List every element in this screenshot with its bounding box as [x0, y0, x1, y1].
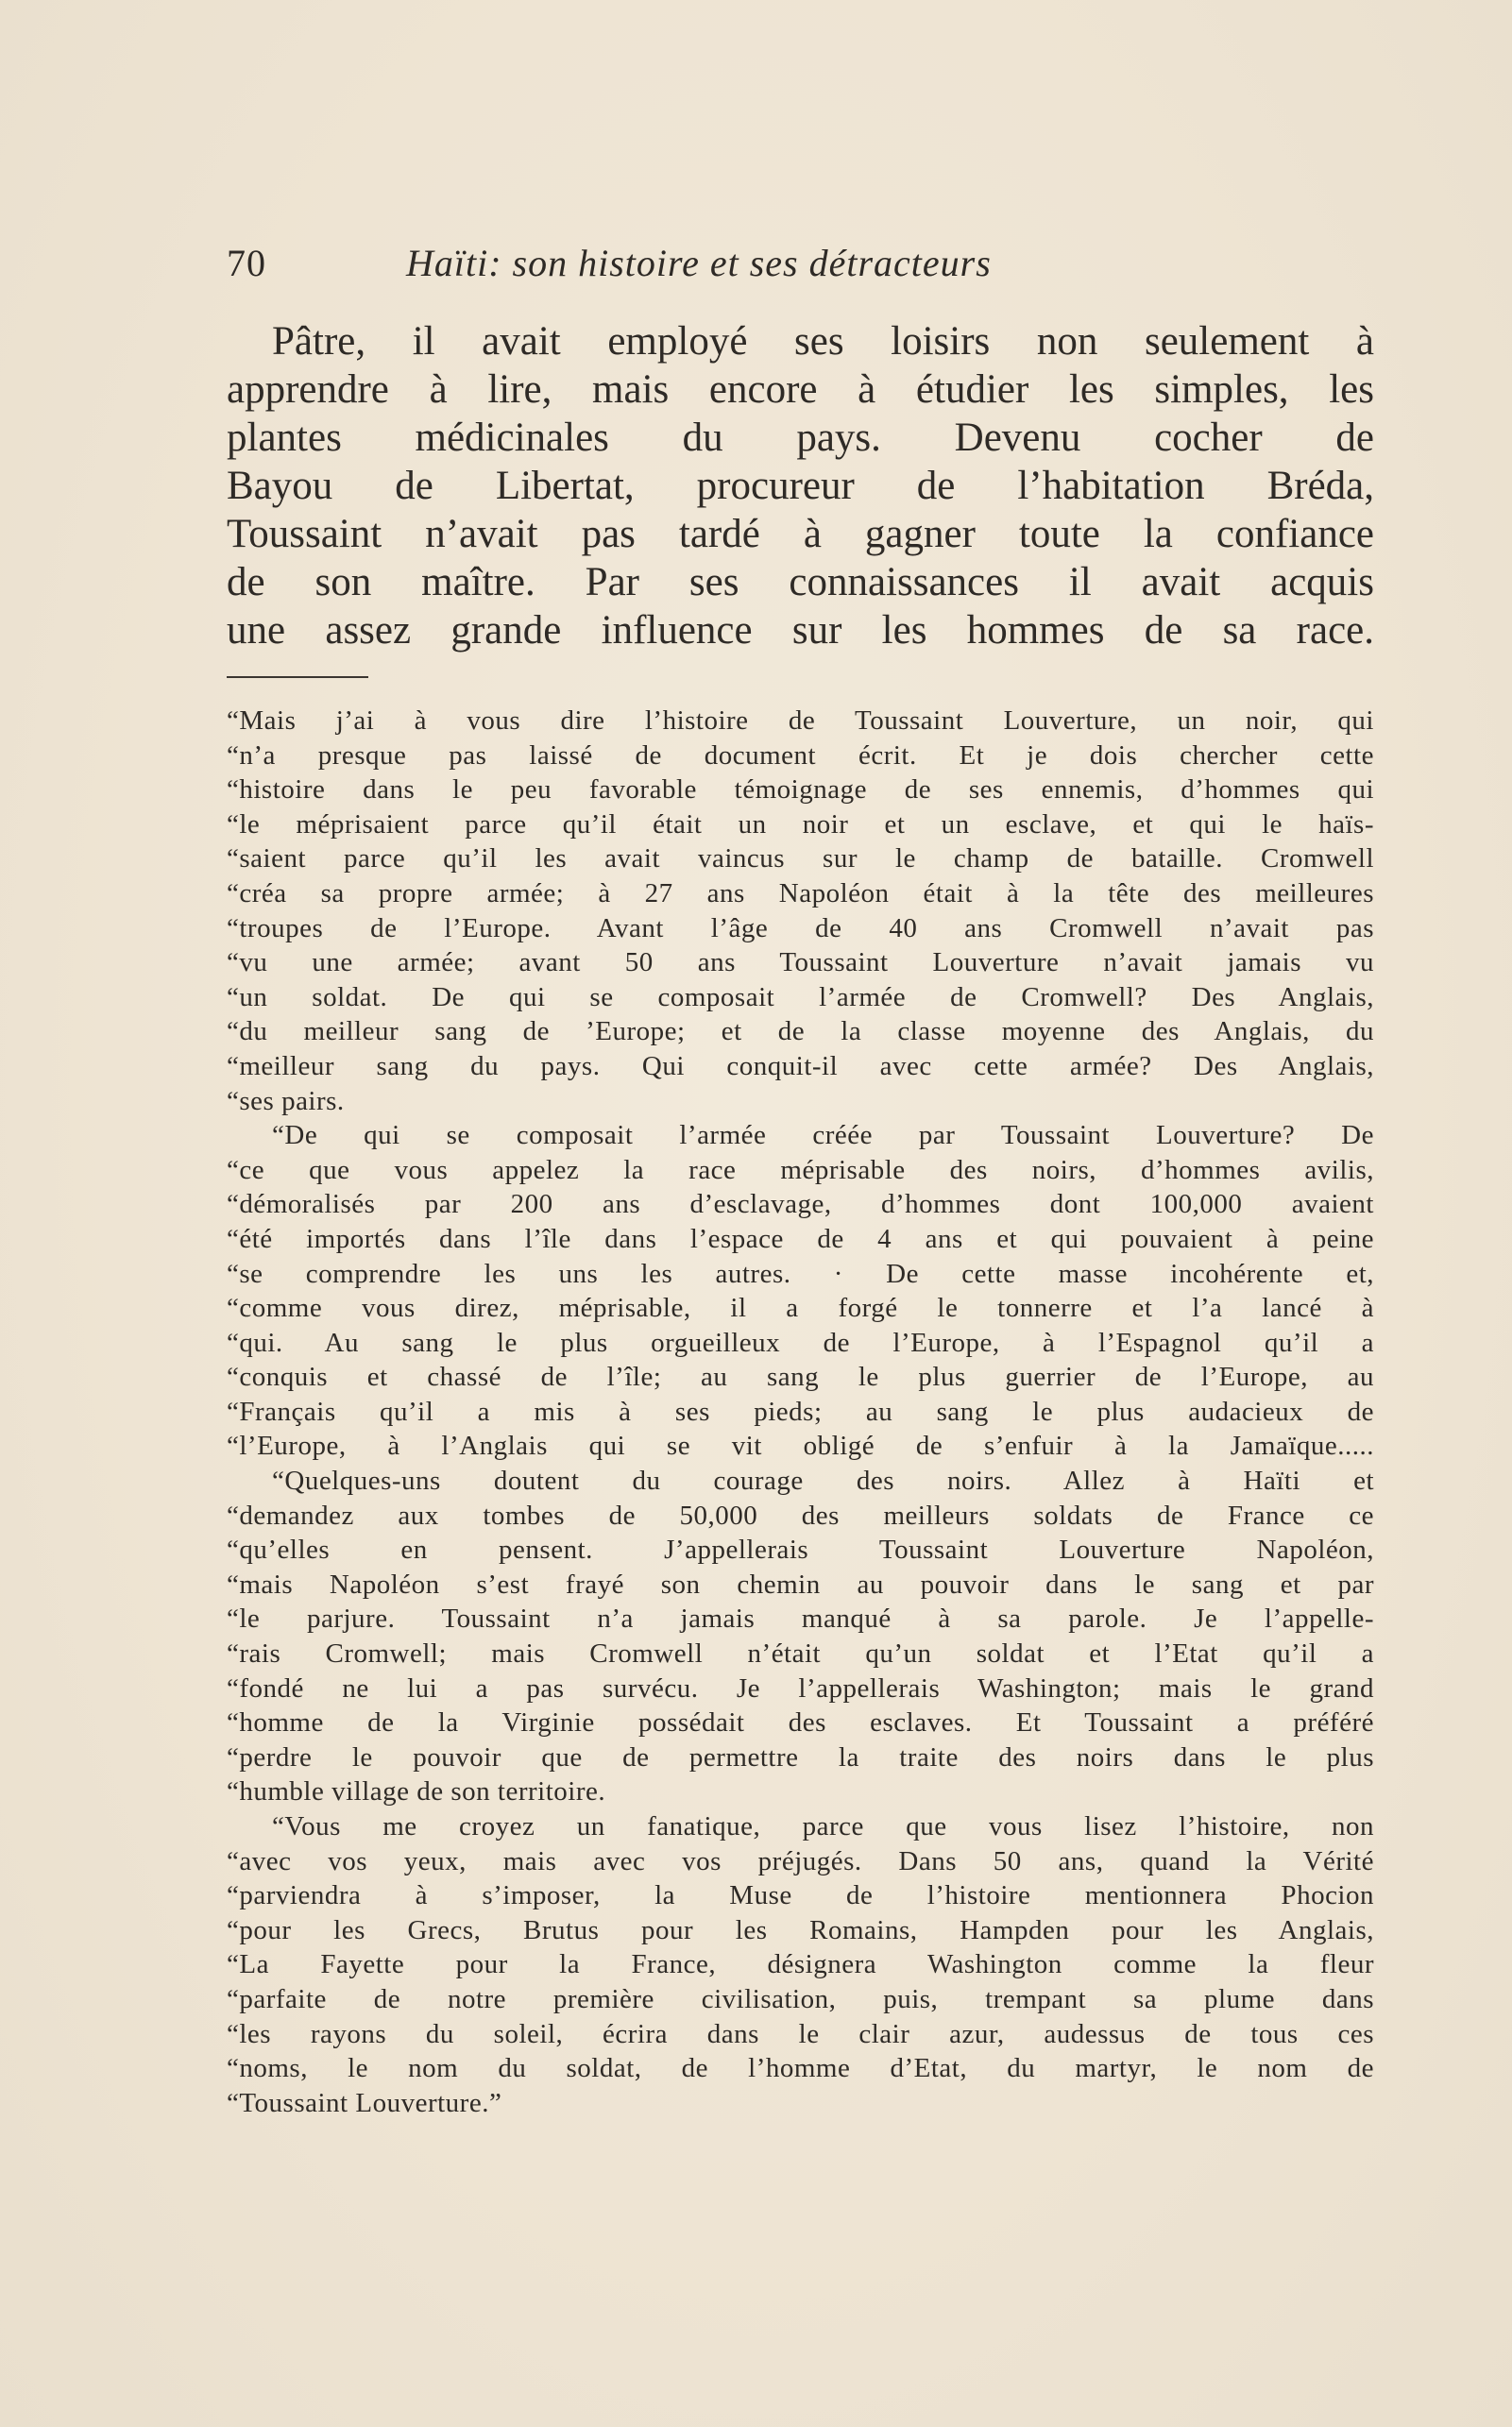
quote-line: “qui. Au sang le plus orgueilleux de l’Europe, à l’Espagnol qu’il a — [227, 1327, 1374, 1358]
text-line: de son maître. Par ses connaissances il avait acquis — [227, 560, 1374, 604]
quote-line: “créa sa propre armée; à 27 ans Napoléon était à la tête des meilleures — [227, 877, 1374, 908]
text-line: une assez grande influence sur les hommes de sa race. — [227, 608, 1374, 653]
quote-line: “n’a presque pas laissé de document écrit. Et je dois chercher cette — [227, 739, 1374, 771]
quote-line: “Quelques-uns doutent du courage des noirs. Allez à Haïti et — [272, 1466, 1374, 1497]
quote-line: “ce que vous appelez la race méprisable des noirs, d’hommes avilis, — [227, 1154, 1374, 1185]
quote-line: “le parjure. Toussaint n’a jamais manqué à sa parole. Je l’appelle- — [227, 1604, 1374, 1635]
text-line: plantes médicinales du pays. Devenu cocher de — [227, 416, 1374, 460]
quote-line: “Français qu’il a mis à ses pieds; au sang le plus audacieux de — [227, 1396, 1374, 1427]
quote-line: “avec vos yeux, mais avec vos préjugés. Dans 50 ans, quand la Vérité — [227, 1845, 1374, 1876]
text-line: Toussaint n’avait pas tardé à gagner toute la confiance — [227, 512, 1374, 556]
quote-line: “démoralisés par 200 ans d’esclavage, d’hommes dont 100,000 avaient — [227, 1189, 1374, 1220]
quotation-block — [227, 704, 1374, 2120]
quote-line: “les rayons du soleil, écrira dans le clair azur, audessus de tous ces — [227, 2018, 1374, 2049]
main-paragraph — [227, 317, 1374, 654]
quote-line: “homme de la Virginie possédait des esclaves. Et Toussaint a préféré — [227, 1707, 1374, 1739]
quote-line: “été importés dans l’île dans l’espace de 4 ans et qui pouvaient à peine — [227, 1223, 1374, 1254]
quote-line: “La Fayette pour la France, désignera Washington comme la fleur — [227, 1949, 1374, 1980]
quote-line: “histoire dans le peu favorable témoignage de ses ennemis, d’hommes qui — [227, 774, 1374, 806]
quote-line: “meilleur sang du pays. Qui conquit-il avec cette armée? Des Anglais, — [227, 1050, 1374, 1081]
quote-line: “comme vous direz, méprisable, il a forgé le tonnerre et l’a lancé à — [227, 1293, 1374, 1324]
quote-line: “parviendra à s’imposer, la Muse de l’histoire mentionnera Phocion — [227, 1880, 1374, 1911]
quote-line: “ses pairs. — [227, 1085, 345, 1116]
quote-line: “parfaite de notre première civilisation, puis, trempant sa plume dans — [227, 1983, 1374, 2014]
quote-line: “humble village de son territoire. — [227, 1776, 606, 1808]
quote-line: “perdre le pouvoir que de permettre la traite des noirs dans le plus — [227, 1741, 1374, 1773]
quote-line: “Mais j’ai à vous dire l’histoire de Toussaint Louverture, un noir, qui — [227, 705, 1374, 736]
quote-line: “rais Cromwell; mais Cromwell n’était qu’un soldat et l’Etat qu’il a — [227, 1638, 1374, 1670]
quote-line: “troupes de l’Europe. Avant l’âge de 40 ans Cromwell n’avait pas — [227, 912, 1374, 943]
quote-line: “conquis et chassé de l’île; au sang le plus guerrier de l’Europe, au — [227, 1362, 1374, 1393]
quote-line: “se comprendre les uns les autres. · De cette masse incohérente et, — [227, 1258, 1374, 1289]
quote-line: “Toussaint Louverture.” — [227, 2087, 502, 2118]
quote-line: “noms, le nom du soldat, de l’homme d’Etat, du martyr, le nom de — [227, 2053, 1374, 2084]
quote-line: “l’Europe, à l’Anglais qui se vit obligé de s’enfuir à la Jamaïque..... — [227, 1431, 1374, 1462]
text-line: apprendre à lire, mais encore à étudier les simples, les — [227, 367, 1374, 412]
quote-line: “un soldat. De qui se composait l’armée de Cromwell? Des Anglais, — [227, 981, 1374, 1012]
quote-line: “fondé ne lui a pas survécu. Je l’appellerais Washington; mais le grand — [227, 1672, 1374, 1704]
quote-line: “le méprisaient parce qu’il était un noir et un esclave, et qui le haïs- — [227, 808, 1374, 840]
page-header — [227, 241, 1190, 288]
quote-line: “demandez aux tombes de 50,000 des meilleurs soldats de France ce — [227, 1500, 1374, 1531]
quote-line: “De qui se composait l’armée créée par Toussaint Louverture? De — [272, 1120, 1374, 1151]
quote-line: “vu une armée; avant 50 ans Toussaint Louverture n’avait jamais vu — [227, 947, 1374, 978]
quote-line: “mais Napoléon s’est frayé son chemin au pouvoir dans le sang et par — [227, 1569, 1374, 1600]
quote-line: “saient parce qu’il les avait vaincus sur le champ de bataille. Cromwell — [227, 843, 1374, 874]
section-divider — [227, 676, 368, 678]
page-number: 70 — [227, 242, 266, 284]
text-line: Pâtre, il avait employé ses loisirs non seulement à — [272, 319, 1374, 364]
text-line: Bayou de Libertat, procureur de l’habitation Bréda, — [227, 464, 1374, 508]
quote-line: “pour les Grecs, Brutus pour les Romains, Hampden pour les Anglais, — [227, 1914, 1374, 1945]
quote-line: “Vous me croyez un fanatique, parce que vous lisez l’histoire, non — [272, 1811, 1374, 1841]
quote-line: “qu’elles en pensent. J’appellerais Toussaint Louverture Napoléon, — [227, 1535, 1374, 1566]
running-title: Haïti: son histoire et ses détracteurs — [406, 242, 992, 284]
quote-line: “du meilleur sang de ’Europe; et de la classe moyenne des Anglais, du — [227, 1016, 1374, 1047]
